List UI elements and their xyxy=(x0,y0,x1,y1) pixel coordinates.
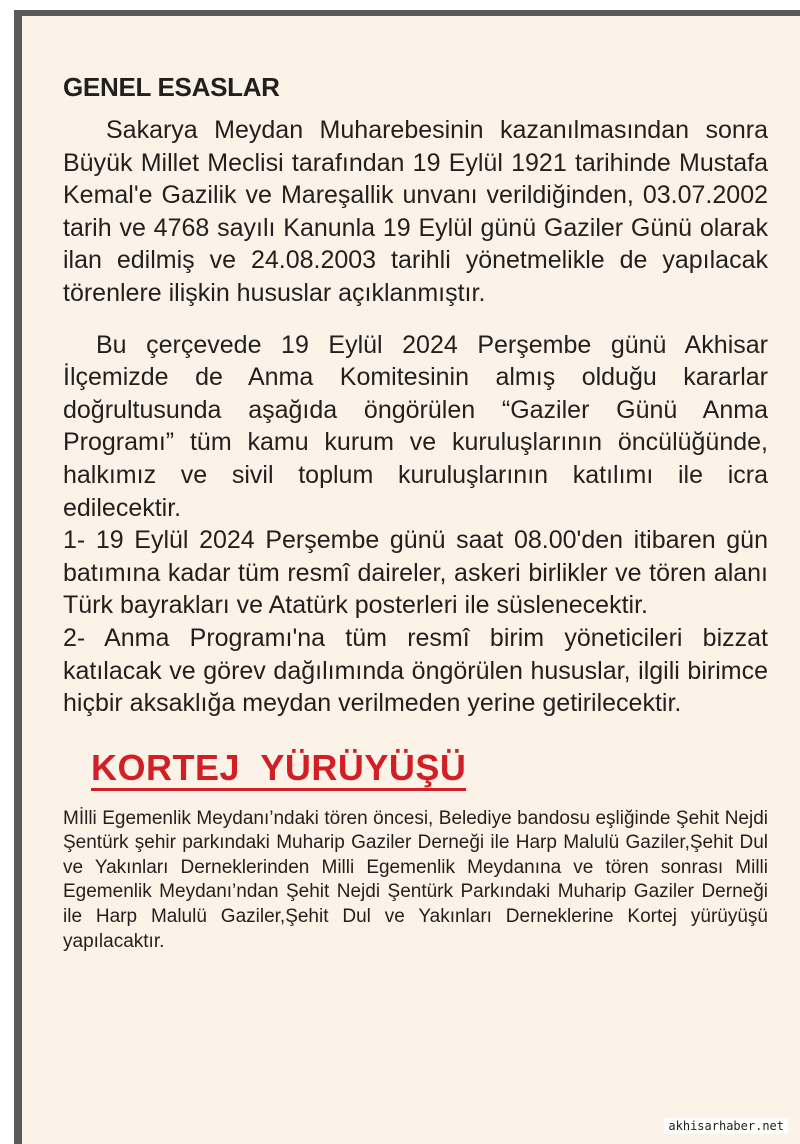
document-content xyxy=(63,70,768,973)
site-watermark: akhisarhaber.net xyxy=(664,1118,788,1134)
program-paragraph: Bu çerçevede 19 Eylül 2024 Perşembe günü Akhisar İlçemizde de Anma Komitesinin almış olduğu kararlar doğrultusunda aşağıda öngörülen “Gaziler Günü Anma Programı” tüm kamu kurum ve kuruluşlarının öncülüğünde, halkımız ve sivil toplum kuruluşlarının katılımı ile icra edilecektir. xyxy=(63,330,768,522)
list-item: 2- Anma Programı'na tüm resmî birim yöneticileri bizzat katılacak ve görev dağılımında öngörülen hususlar, ilgili birimce hiçbir aksaklığa meydan verilmeden yerine getirilecektir. xyxy=(63,623,768,718)
section-heading: GENEL ESASLAR xyxy=(63,72,280,102)
cortege-paragraph: Mİlli Egemenlik Meydanı’ndaki tören öncesi, Belediye bandosu eşliğinde Şehit Nejdi Şentürk şehir parkındaki Muharip Gaziler Derneği ile Harp Malulü Gaziler,Şehit Dul ve Yakınları Derneklerinden Milli Egemenlik Meydanına ve tören sonrası Milli Egemenlik Meydanı’ndan Şehit Nejdi Şentürk Parkındaki Muharip Gaziler Derneği ile Harp Malulü Gaziler,Şehit Dul ve Yakınları Derneklerine Kortej yürüyüşü yapılacaktır. xyxy=(63,807,768,952)
cortege-title: KORTEJ YÜRÜYÜŞÜ xyxy=(91,748,466,791)
left-frame-rule xyxy=(14,10,22,1144)
intro-paragraph: Sakarya Meydan Muharebesinin kazanılmasından sonra Büyük Millet Meclisi tarafından 19 Eylül 1921 tarihinde Mustafa Kemal'e Gazilik ve Mareşallik unvanı verildiğinden, 03.07.2002 tarih ve 4768 sayılı Kanunla 19 Eylül günü Gaziler Günü olarak ilan edilmiş ve 24.08.2003 tarihli yönetmelikle de yapılacak törenlere ilişkin hususlar açıklanmıştır. xyxy=(63,116,768,307)
list-item: 1- 19 Eylül 2024 Perşembe günü saat 08.00'den itibaren gün batımına kadar tüm resmî daireler, askeri birlikler ve tören alanı Türk bayrakları ve Atatürk posterleri ile süslenecektir. xyxy=(63,526,768,620)
